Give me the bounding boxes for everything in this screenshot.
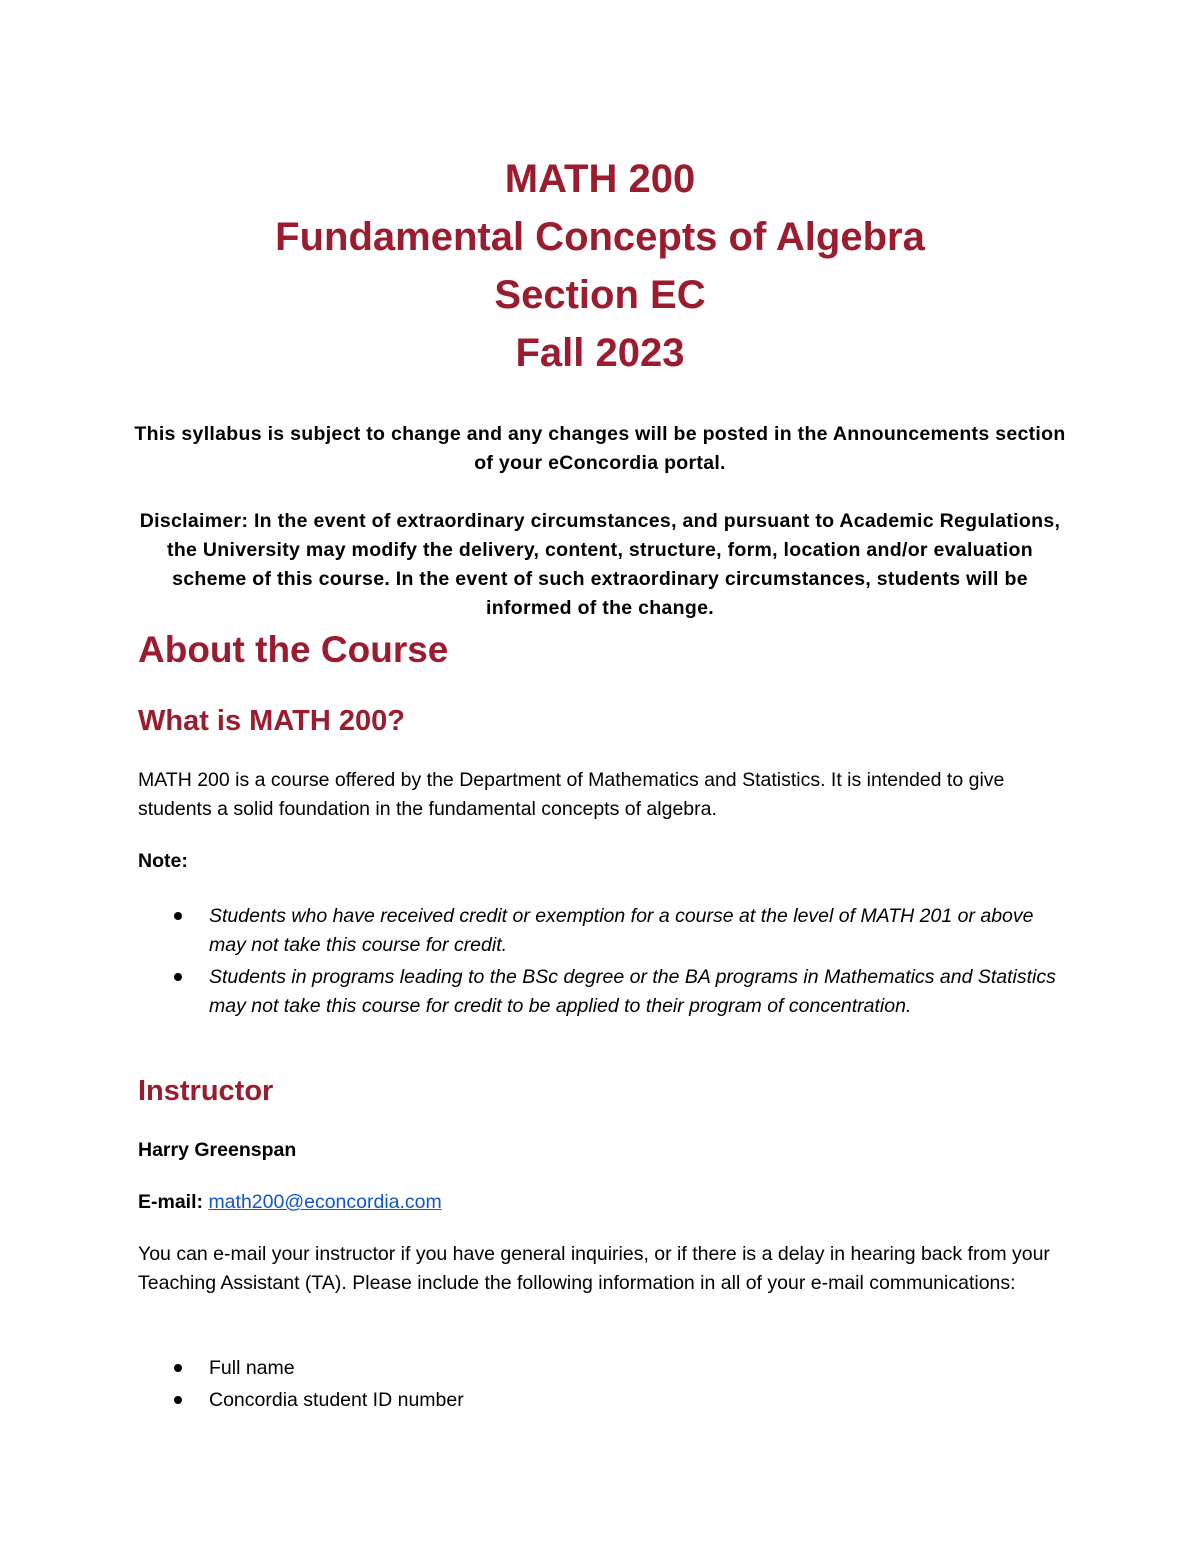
bullet-icon xyxy=(174,1396,182,1404)
instructor-name: Harry Greenspan xyxy=(138,1139,297,1161)
list-item xyxy=(138,1354,1068,1383)
disclaimer: Disclaimer: In the event of extraordinary circumstances, and pursuant to Academic Regulations, the University may modify the delivery, content, structure, form, location and/or evaluation scheme of this course. In the event of such extraordinary circumstances, students will be informed of the change. xyxy=(139,509,1061,619)
email-link[interactable]: math200@econcordia.com xyxy=(208,1191,442,1213)
course-intro: MATH 200 is a course offered by the Department of Mathematics and Statistics. It is intended to give students a solid foundation in the fundamental concepts of algebra. xyxy=(138,769,1005,820)
about-course-heading: About the Course xyxy=(138,629,449,670)
required-info-list xyxy=(138,1354,1068,1418)
note-item-text: Students who have received credit or exemption for a course at the level of MATH 201 or above may not take this course for credit. xyxy=(209,905,1034,956)
course-section: Section EC xyxy=(494,273,706,317)
note-item-text: Students in programs leading to the BSc degree or the BA programs in Mathematics and Statistics may not take this course for credit to be applied to their program of concentration. xyxy=(209,966,1056,1017)
what-is-course-heading: What is MATH 200? xyxy=(138,705,405,737)
bullet-icon xyxy=(174,973,182,981)
instructor-email-line xyxy=(138,1188,1068,1217)
course-name: Fundamental Concepts of Algebra xyxy=(275,215,925,259)
instructor-heading: Instructor xyxy=(138,1075,274,1107)
list-item xyxy=(138,963,1068,1021)
email-label: E-mail: xyxy=(138,1191,204,1213)
change-notice: This syllabus is subject to change and any changes will be posted in the Announcements section of your eConcordia portal. xyxy=(134,422,1066,474)
note-list xyxy=(138,902,1068,1024)
course-term: Fall 2023 xyxy=(515,331,685,375)
course-code: MATH 200 xyxy=(504,157,696,201)
contact-instructions: You can e-mail your instructor if you have general inquiries, or if there is a delay in hearing back from your Teaching Assistant (TA). Please include the following information in all of your e-mail communications: xyxy=(138,1243,1050,1294)
info-item-text: Concordia student ID number xyxy=(209,1389,464,1411)
info-item-text: Full name xyxy=(209,1357,295,1379)
list-item xyxy=(138,1386,1068,1415)
document-title xyxy=(0,150,1200,382)
bullet-icon xyxy=(174,1364,182,1372)
list-item xyxy=(138,902,1068,960)
bullet-icon xyxy=(174,912,182,920)
note-label: Note: xyxy=(138,850,188,872)
